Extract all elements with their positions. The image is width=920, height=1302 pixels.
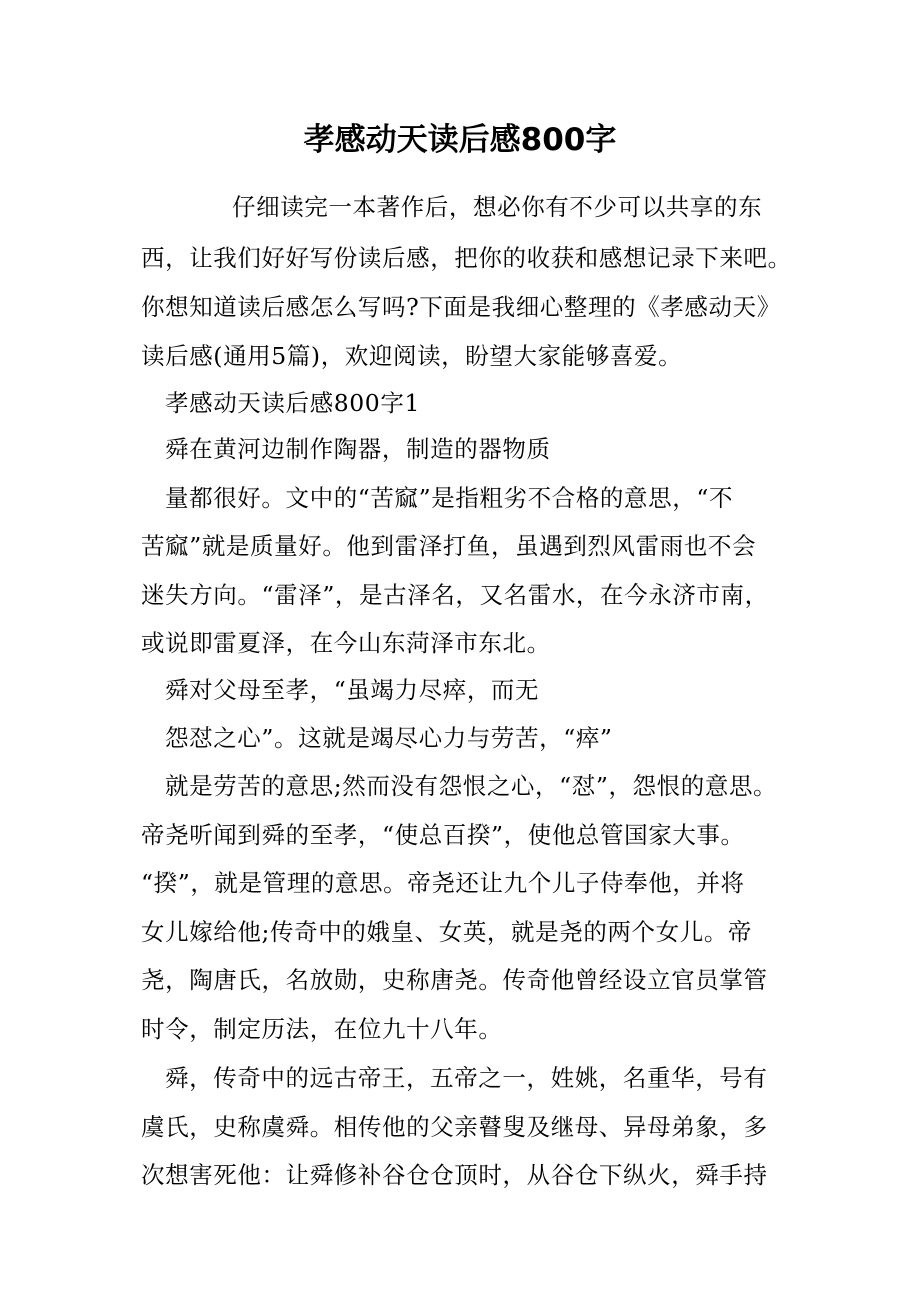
body-line: 就是劳苦的意思;然而没有怨恨之心，“怼”，怨恨的意思。 <box>165 772 778 800</box>
body-line: 女儿嫁给他;传奇中的娥皇、女英，就是尧的两个女儿。帝 <box>141 918 753 946</box>
body-line: 舜在黄河边制作陶器，制造的器物质 <box>165 435 551 463</box>
section-heading: 孝感动天读后感800字1 <box>165 389 421 417</box>
body-line: 舜，传奇中的远古帝王，五帝之一，姓姚，名重华，号有 <box>165 1064 768 1092</box>
body-line: 舜对父母至孝，“虽竭力尽瘁，而无 <box>165 676 540 704</box>
body-line: 帝尧听闻到舜的至孝，“使总百揆”，使他总管国家大事。 <box>141 821 745 849</box>
document-title: 孝感动天读后感800字 <box>303 122 617 158</box>
body-line: 怨怼之心”。这就是竭尽心力与劳苦，“瘁” <box>165 724 613 752</box>
body-line: 西，让我们好好写份读后感，把你的收获和感想记录下来吧。 <box>141 244 792 272</box>
body-line: 你想知道读后感怎么写吗?下面是我细心整理的《孝感动天》 <box>141 293 781 321</box>
body-line: 时令，制定历法，在位九十八年。 <box>141 1015 503 1043</box>
body-line: 量都很好。文中的“苦窳”是指粗劣不合格的意思，“不 <box>165 484 734 512</box>
body-line: 尧，陶唐氏，名放勋，史称唐尧。传奇他曾经设立官员掌管 <box>141 966 768 994</box>
body-line: 虞氏，史称虞舜。相传他的父亲瞽叟及继母、异母弟象，多 <box>141 1113 768 1141</box>
body-line: “揆”，就是管理的意思。帝尧还让九个儿子侍奉他，并将 <box>141 869 745 897</box>
body-line: 次想害死他：让舜修补谷仓仓顶时，从谷仓下纵火，舜手持 <box>141 1161 768 1189</box>
body-line: 或说即雷夏泽，在今山东菏泽市东北。 <box>141 629 551 657</box>
body-line: 读后感(通用5篇)，欢迎阅读，盼望大家能够喜爱。 <box>141 342 683 370</box>
body-line: 仔细读完一本著作后，想必你有不少可以共享的东 <box>232 193 763 221</box>
body-line: 迷失方向。“雷泽”，是古泽名，又名雷水，在今永济市南， <box>141 581 769 609</box>
body-line: 苦窳”就是质量好。他到雷泽打鱼，虽遇到烈风雷雨也不会 <box>141 532 757 560</box>
